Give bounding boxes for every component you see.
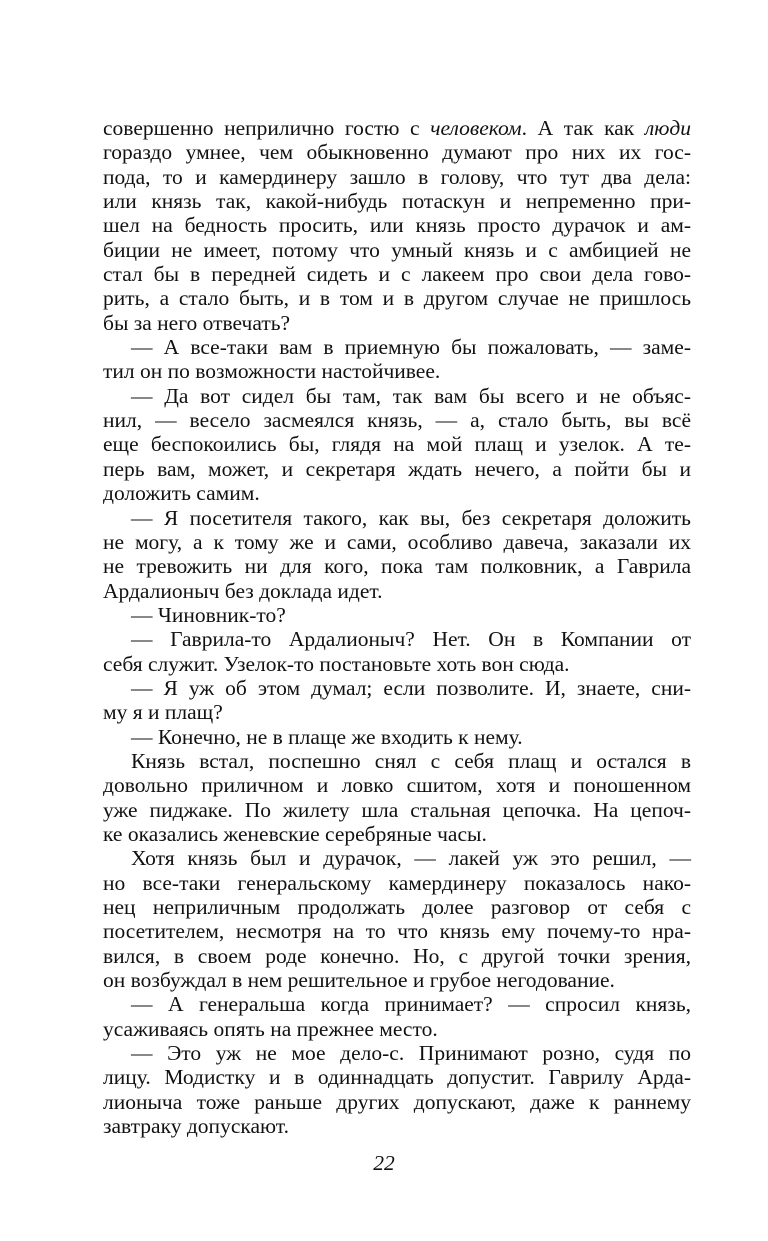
text-line: рить, а стало быть, и в том и в другом случае не пришлось — [103, 286, 691, 311]
italic-word-lyudi: люди — [644, 116, 691, 140]
text-line: себя служит. Узелок-то постановьте хоть вон сюда. — [103, 651, 570, 676]
book-page-text — [103, 116, 691, 1138]
text-line-1 — [103, 116, 691, 140]
text-line: доложить самим. — [103, 481, 260, 506]
text-line: бы за него отвечать? — [103, 310, 291, 335]
text-line: но все-таки генеральскому камердинеру показалось нако- — [103, 870, 691, 895]
text-line: стал бы в передней сидеть и с лакеем про свои дела гово- — [103, 262, 691, 287]
text-line: — Да вот сидел бы там, так вам бы всего и не объяс- — [131, 383, 691, 408]
text-line: — Чиновник-то? — [131, 602, 286, 627]
text-line: биции не имеет, потому что умный князь и с амбицией не — [103, 237, 691, 262]
text-line: довольно приличном и ловко сшитом, хотя и поношенном — [103, 773, 691, 798]
text-line: — Я уж об этом думал; если позволите. И, знаете, сни- — [131, 675, 691, 700]
text-line: гораздо умнее, чем обыкновенно думают про них их гос- — [103, 140, 691, 165]
text-line: лицу. Модистку и в одиннадцать допустит. Гаврилу Арда- — [103, 1065, 691, 1090]
text-line-1-mid: . А так как — [521, 116, 645, 140]
text-line: пода, то и камердинеру зашло в голову, что тут два дела: — [103, 164, 691, 189]
text-line: Князь встал, поспешно снял с себя плащ и остался в — [131, 748, 691, 773]
text-line: — А все-таки вам в приемную бы пожаловать, — заме- — [131, 335, 691, 360]
text-line: усаживаясь опять на прежнее место. — [103, 1016, 438, 1041]
text-line: посетителем, несмотря на то что князь ему почему-то нра- — [103, 919, 691, 944]
text-line: — Это уж не мое дело-с. Принимают розно, судя по — [131, 1041, 691, 1066]
text-line: — А генеральша когда принимает? — спросил князь, — [131, 992, 691, 1017]
text-line: не тревожить ни для кого, пока там полковник, а Гаврила — [103, 554, 691, 579]
text-line: му я и плащ? — [103, 700, 223, 725]
text-line: нил, — весело засмеялся князь, — а, стало быть, вы всё — [103, 408, 691, 433]
text-line: лионыча тоже раньше других допускают, даже к раннему — [103, 1089, 691, 1114]
text-line: ке оказались женевские серебряные часы. — [103, 821, 487, 846]
text-line-1-start: совершенно неприлично гостю с — [103, 116, 431, 140]
text-line: уже пиджаке. По жилету шла стальная цепочка. На цепоч- — [103, 797, 691, 822]
text-line: или князь так, какой-нибудь потаскун и непременно при- — [103, 189, 691, 214]
text-line: Ардалионыч без доклада идет. — [103, 578, 383, 603]
text-line: тил он по возможности настойчивее. — [103, 359, 441, 384]
text-line: перь вам, может, и секретаря ждать нечего, а пойти бы и — [103, 456, 691, 481]
text-line: Хотя князь был и дурачок, — лакей уж это решил, — — [131, 846, 691, 871]
text-line: — Я посетителя такого, как вы, без секретаря доложить — [131, 505, 691, 530]
text-line: завтраку допускают. — [103, 1114, 289, 1139]
text-line: не могу, а к тому же и сами, особливо давеча, заказали их — [103, 529, 691, 554]
page-number: 22 — [373, 1151, 395, 1175]
text-line: шел на бедность просить, или князь просто дурачок и ам- — [103, 213, 691, 238]
italic-word-chelovekom: человеком — [430, 116, 522, 140]
text-line: нец неприличным продолжать долее разговор от себя с — [103, 895, 691, 919]
text-line: он возбуждал в нем решительное и грубое негодование. — [103, 968, 615, 993]
text-line: вился, в своем роде конечно. Но, с другой точки зрения, — [103, 943, 691, 968]
text-line: еще беспокоились бы, глядя на мой плащ и узелок. А те- — [103, 432, 691, 457]
text-line: — Конечно, не в плаще же входить к нему. — [131, 724, 523, 749]
text-line: — Гаврила-то Ардалионыч? Нет. Он в Компании от — [131, 627, 691, 652]
